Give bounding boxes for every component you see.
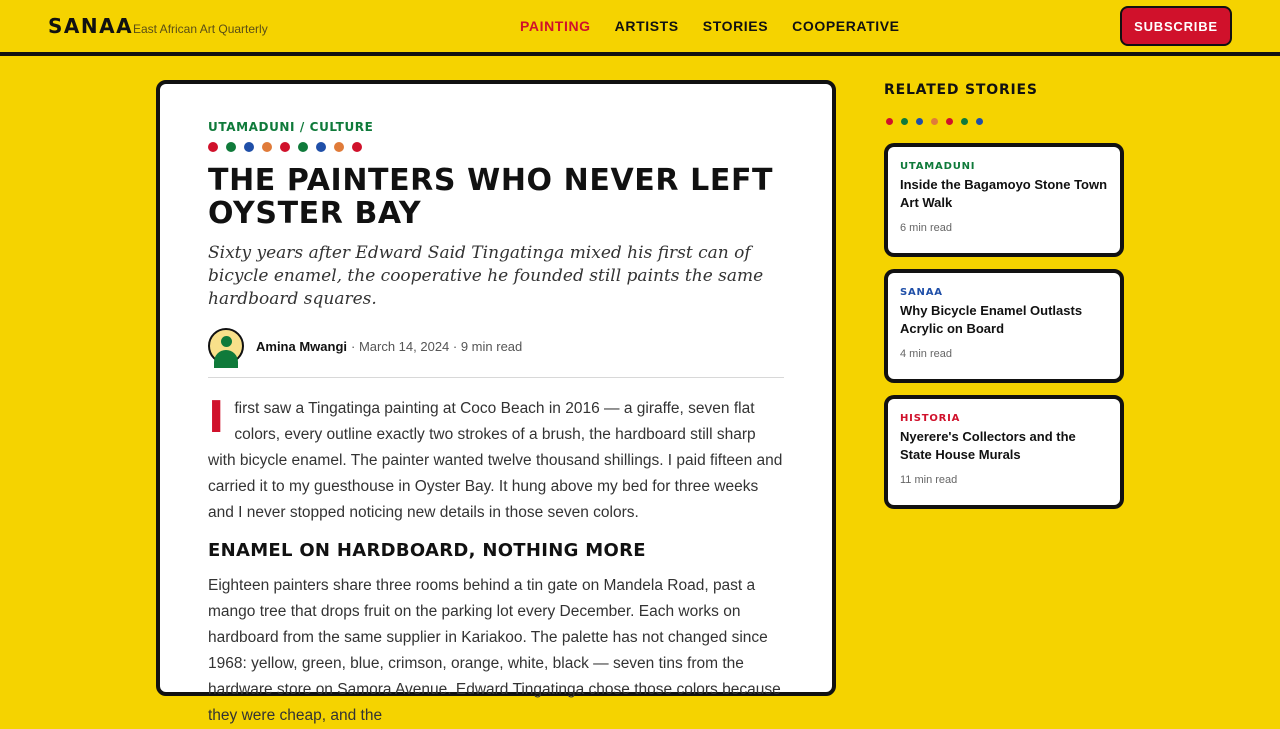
story-title[interactable]: Why Bicycle Enamel Outlasts Acrylic on Board — [900, 303, 1083, 336]
palette-dot — [280, 142, 290, 152]
palette-dot — [976, 118, 983, 125]
avatar-body-shape — [214, 350, 238, 368]
story-kicker: HISTORIA — [900, 413, 961, 424]
palette-dot — [334, 142, 344, 152]
related-story-card[interactable] — [884, 269, 1124, 383]
story-read-time: 4 min read — [900, 348, 952, 360]
palette-dot — [916, 118, 923, 125]
palette-dot — [298, 142, 308, 152]
paragraph-1-text: first saw a Tingatinga painting at Coco Beach in 2016 — a giraffe, seven flat colors, every outline exactly two strokes of a brush, the hardboard still sharp with bicycle enamel. The painter wanted twelve thousand shillings. I paid fifteen and carried it to my guesthouse in Oyster Bay. It hung above my bed for three weeks and I never stopped noticing new details in those seven colors. — [208, 400, 783, 521]
nav-item-painting[interactable]: PAINTING — [520, 18, 591, 34]
story-kicker: SANAA — [900, 287, 943, 298]
subscribe-button[interactable]: SUBSCRIBE — [1120, 6, 1232, 46]
brand-tagline: East African Art Quarterly — [133, 22, 268, 36]
palette-dot — [208, 142, 218, 152]
story-read-time: 6 min read — [900, 222, 952, 234]
palette-dot — [262, 142, 272, 152]
palette-dot — [961, 118, 968, 125]
article-kicker[interactable]: UTAMADUNI / CULTURE — [208, 120, 374, 134]
main-nav — [520, 18, 900, 34]
article-meta: · March 14, 2024 · 9 min read — [351, 338, 523, 354]
palette-dot — [931, 118, 938, 125]
story-read-time: 11 min read — [900, 474, 958, 486]
article-content — [208, 120, 784, 729]
site-header — [0, 0, 1280, 56]
sidebar-palette-dots — [886, 118, 983, 125]
article-paragraph-1 — [208, 392, 784, 526]
related-title: RELATED STORIES — [884, 82, 1038, 98]
palette-dot — [316, 142, 326, 152]
related-story-card[interactable] — [884, 395, 1124, 509]
palette-dot — [244, 142, 254, 152]
story-title[interactable]: Nyerere's Collectors and the State House Murals — [900, 429, 1076, 462]
palette-dot — [226, 142, 236, 152]
story-kicker: UTAMADUNI — [900, 161, 976, 172]
article-dek: Sixty years after Edward Said Tingatinga mixed his first can of bicycle enamel, the cooperative he founded still paints the same hardboard squares. — [208, 243, 764, 309]
divider — [208, 377, 784, 378]
author-name[interactable]: Amina Mwangi — [256, 338, 348, 354]
palette-dot — [886, 118, 893, 125]
palette-dot — [352, 142, 362, 152]
related-story-card[interactable] — [884, 143, 1124, 257]
story-title[interactable]: Inside the Bagamoyo Stone Town Art Walk — [900, 177, 1108, 210]
article-paragraph-2: Eighteen painters share three rooms behind a tin gate on Mandela Road, past a mango tree that drops fruit on the parking lot every December. Each works on hardboard from the same supplier in Kariakoo. The palette has not changed since 1968: yellow, green, blue, crimson, orange, white, black — seven tins from the hardware store on Samora Avenue. Edward Tingatinga chose those colors because they were cheap, and the — [208, 577, 781, 724]
article-card — [156, 80, 836, 724]
nav-item-cooperative[interactable]: COOPERATIVE — [792, 18, 900, 34]
palette-dot — [946, 118, 953, 125]
byline — [208, 327, 784, 365]
avatar-head-shape — [221, 336, 232, 347]
brand-logo[interactable]: SANAA — [48, 14, 134, 38]
article-headline: THE PAINTERS WHO NEVER LEFT OYSTER BAY — [208, 163, 774, 231]
palette-dots — [208, 142, 784, 152]
drop-cap: I — [208, 392, 225, 443]
article-subhead: ENAMEL ON HARDBOARD, NOTHING MORE — [208, 540, 646, 561]
nav-item-artists[interactable]: ARTISTS — [614, 18, 679, 34]
nav-item-stories[interactable]: STORIES — [702, 18, 769, 34]
author-avatar[interactable] — [208, 328, 244, 364]
palette-dot — [901, 118, 908, 125]
